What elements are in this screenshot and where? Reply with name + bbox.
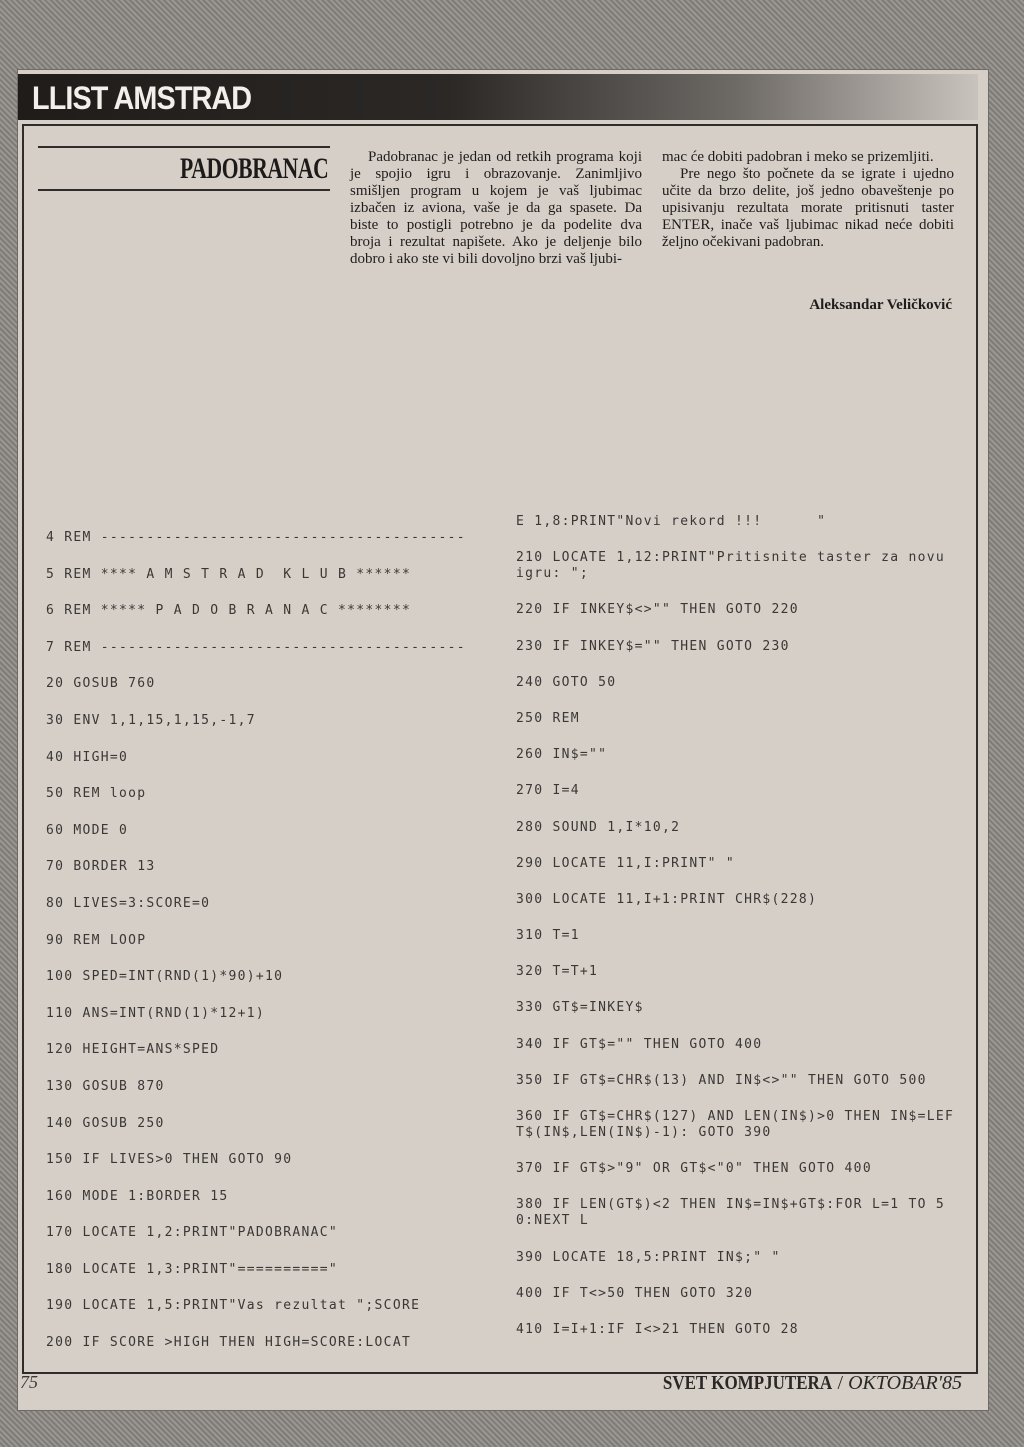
code-line: 7 REM ---------------------------------------- — [46, 639, 466, 655]
code-line: 390 LOCATE 18,5:PRINT IN$;" " — [516, 1249, 781, 1265]
code-line: 90 REM LOOP — [46, 932, 147, 948]
code-line: 230 IF INKEY$="" THEN GOTO 230 — [516, 638, 790, 654]
code-line: 200 IF SCORE >HIGH THEN HIGH=SCORE:LOCAT — [46, 1335, 412, 1351]
magazine-footer — [633, 1372, 962, 1395]
code-line: 80 LIVES=3:SCORE=0 — [46, 895, 211, 911]
code-listing-left — [46, 530, 496, 1372]
code-line: 240 GOTO 50 — [516, 674, 617, 690]
code-line: 140 GOSUB 250 — [46, 1115, 165, 1131]
code-line: 120 HEIGHT=ANS*SPED — [46, 1042, 220, 1058]
code-line: 370 IF GT$>"9" OR GT$<"0" THEN GOTO 400 — [516, 1161, 872, 1177]
code-line: 270 I=4 — [516, 783, 580, 799]
page-number: 75 — [20, 1372, 38, 1392]
code-line: 320 T=T+1 — [516, 964, 599, 980]
code-line: 280 SOUND 1,I*10,2 — [516, 819, 681, 835]
code-line: 360 IF GT$=CHR$(127) AND LEN(IN$)>0 THEN IN$=LEFT$(IN$,LEN(IN$)-1): GOTO 390 — [516, 1109, 955, 1140]
code-line: 20 GOSUB 760 — [46, 676, 156, 692]
code-line: 6 REM ***** P A D O B R A N A C ******** — [46, 603, 412, 619]
code-line: 30 ENV 1,1,15,1,15,-1,7 — [46, 712, 256, 728]
code-line: 4 REM ---------------------------------------- — [46, 530, 466, 545]
code-line: 60 MODE 0 — [46, 822, 129, 838]
code-line: 330 GT$=INKEY$ — [516, 1000, 644, 1016]
code-line: 100 SPED=INT(RND(1)*90)+10 — [46, 969, 284, 985]
code-line: 130 GOSUB 870 — [46, 1078, 165, 1094]
code-line: 190 LOCATE 1,5:PRINT"Vas rezultat ";SCORE — [46, 1298, 421, 1314]
title-rule-bottom — [38, 189, 330, 191]
article-paragraph: mac će dobiti padobran i meko se prizemljiti. — [662, 149, 934, 165]
code-line: 210 LOCATE 1,12:PRINT"Pritisnite taster za novu igru: "; — [516, 550, 955, 582]
article-text-column-2 — [662, 149, 954, 251]
code-line: 380 IF LEN(GT$)<2 THEN IN$=IN$+GT$:FOR L=1 TO 50:NEXT L — [516, 1197, 945, 1229]
code-line: 110 ANS=INT(RND(1)*12+1) — [46, 1005, 266, 1021]
code-line: 250 REM — [516, 710, 580, 726]
code-line: 40 HIGH=0 — [46, 749, 129, 765]
article-text-column-1: Padobranac je jedan od retkih programa koji je spojio igru i obrazovanje. Zanimljivo smišljen program u kojem je vaš ljubimac izbačen iz aviona, vaše je da ga spasete. Da biste to postigli potrebno je da podelite dva broja i rezultat napišete. Ako je deljenje bilo dobro i ako ste vi bili dovoljno brzi vaš ljubi- — [350, 149, 642, 267]
code-line: 5 REM **** A M S T R A D K L U B ****** — [46, 566, 412, 582]
code-line: 350 IF GT$=CHR$(13) AND IN$<>"" THEN GOTO 500 — [516, 1072, 927, 1088]
code-line: 180 LOCATE 1,3:PRINT"==========" — [46, 1261, 339, 1277]
article-paragraph: Pre nego što počnete da se igrate i ujedno učite da brzo delite, još jedno obaveštenje po upisivanju rezultata morate pritisnuti taster ENTER, inače vaš ljubimac nikad neće dobiti željno očekivani padobran. — [662, 166, 954, 250]
code-line: 50 REM loop — [46, 786, 147, 802]
code-line: 260 IN$="" — [516, 747, 608, 763]
title-rule-top — [38, 146, 330, 148]
code-line: 340 IF GT$="" THEN GOTO 400 — [516, 1036, 763, 1052]
code-line: 170 LOCATE 1,2:PRINT"PADOBRANAC" — [46, 1225, 339, 1241]
code-line: 70 BORDER 13 — [46, 859, 156, 875]
code-line: E 1,8:PRINT"Novi rekord !!! " — [516, 514, 827, 529]
issue-date: OKTOBAR'85 — [848, 1372, 962, 1394]
code-listing-right — [516, 514, 961, 1358]
article-title: PADOBRANAC — [180, 152, 329, 185]
code-line: 410 I=I+1:IF I<>21 THEN GOTO 28 — [516, 1321, 799, 1337]
code-line: 160 MODE 1:BORDER 15 — [46, 1188, 229, 1204]
code-line: 220 IF INKEY$<>"" THEN GOTO 220 — [516, 602, 799, 618]
code-line: 400 IF T<>50 THEN GOTO 320 — [516, 1285, 754, 1301]
code-line: 290 LOCATE 11,I:PRINT" " — [516, 855, 736, 871]
magazine-name: SVET KOMPJUTERA — [663, 1372, 833, 1394]
code-line: 300 LOCATE 11,I+1:PRINT CHR$(228) — [516, 891, 818, 907]
footer-separator: / — [837, 1372, 844, 1394]
code-line: 310 T=1 — [516, 928, 580, 944]
article-author: Aleksandar Veličković — [809, 297, 952, 313]
code-line: 150 IF LIVES>0 THEN GOTO 90 — [46, 1152, 293, 1168]
section-title: LLIST AMSTRAD — [32, 80, 252, 116]
